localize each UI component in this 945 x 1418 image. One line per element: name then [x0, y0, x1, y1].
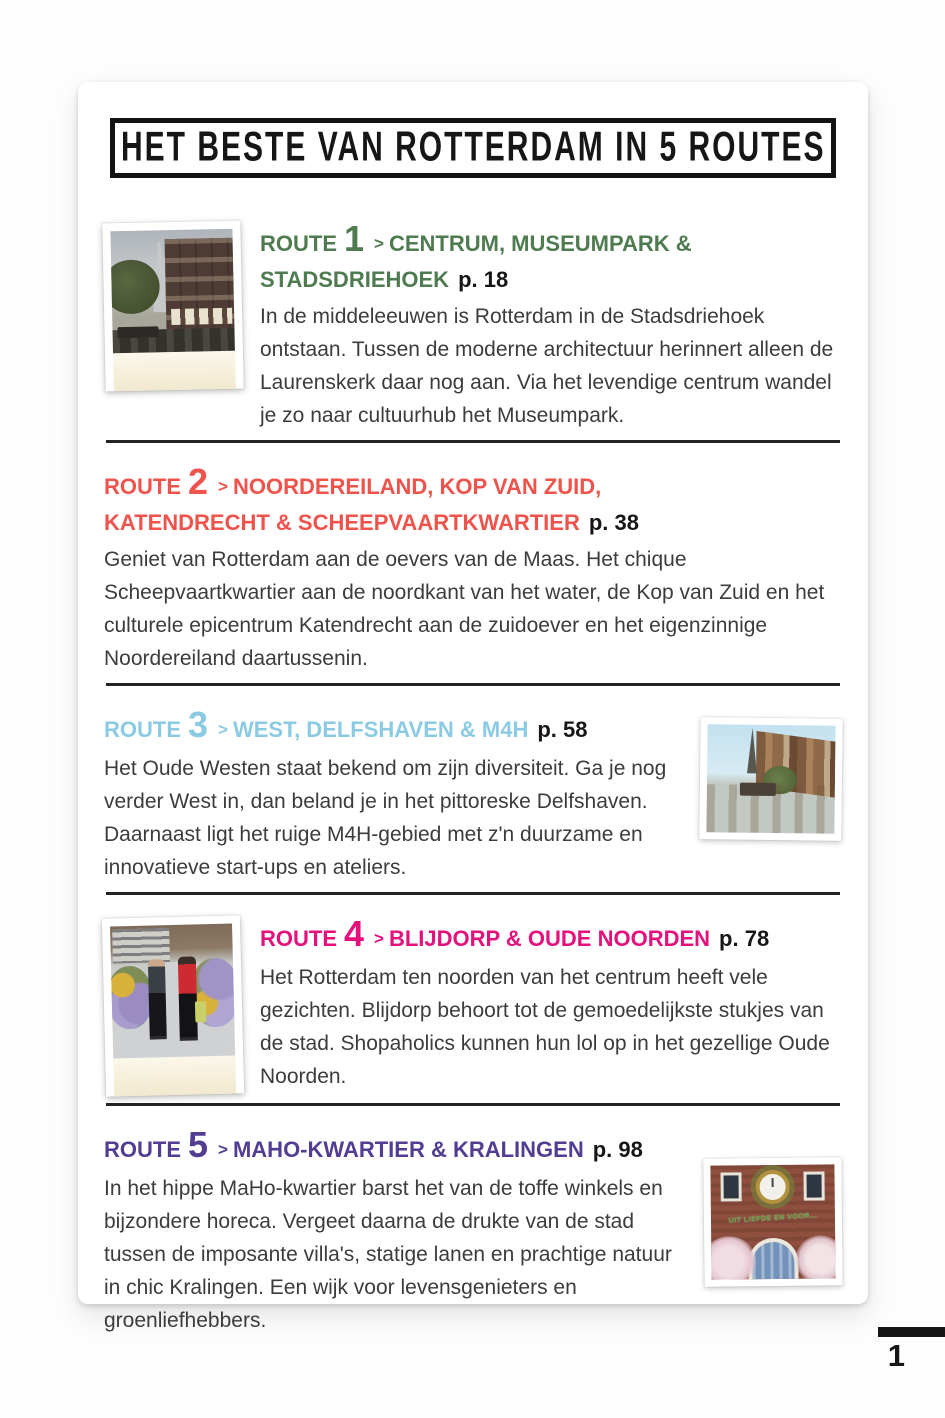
route-4-photo-column	[104, 917, 242, 1095]
boat-shape	[740, 783, 776, 796]
book-page-card	[78, 82, 868, 1332]
route-page-ref: p. 58	[537, 717, 588, 742]
photo-scene-brick-facade	[710, 1164, 835, 1279]
photo-scene-delfshaven	[706, 724, 835, 834]
route-3-photo	[699, 717, 842, 841]
route-number: 1	[344, 218, 365, 259]
chevron-separator: >	[374, 234, 384, 253]
walking-person-shape	[147, 960, 166, 1040]
polaroid-bottom-strip	[113, 351, 236, 392]
route-4-content	[260, 913, 842, 1093]
route-label: ROUTE	[260, 926, 337, 951]
route-destination: CENTRUM, MUSEUMPARK & STADSDRIEHOEK	[260, 231, 692, 292]
route-1-section	[104, 218, 842, 432]
lit-windows-shape	[171, 308, 232, 325]
page-number: 1	[887, 1338, 905, 1373]
route-1-content	[260, 218, 842, 432]
walking-person-red-shape	[178, 956, 198, 1041]
route-page-ref: p. 78	[719, 926, 770, 951]
route-number: 5	[188, 1124, 209, 1165]
route-4-description: Het Rotterdam ten noorden van het centrum heeft vele gezichten. Blijdorp behoort tot de gemoedelijkste stukjes van de stad. Shopaholics kunnen hun lol op in het gezellige Oude Noorden.	[260, 966, 830, 1088]
page-title: HET BESTE VAN ROTTERDAM IN 5 ROUTES	[121, 124, 826, 171]
route-page-ref: p. 18	[458, 267, 509, 292]
route-3-photo-column	[700, 718, 842, 840]
route-5-heading	[104, 1124, 686, 1169]
section-divider	[106, 440, 840, 443]
route-5-section	[104, 1124, 842, 1337]
sign-board-shape	[113, 928, 170, 964]
route-4-heading	[260, 913, 842, 958]
route-4-photo	[102, 915, 244, 1096]
route-destination: WEST, DELFSHAVEN & M4H	[232, 717, 529, 742]
facade-lettering: UIT LIEFDE EN VOOR...	[728, 1212, 818, 1225]
route-page-ref: p. 98	[592, 1137, 643, 1162]
photo-scene-erasmus-bridge	[110, 229, 235, 354]
route-4-section	[104, 913, 842, 1095]
route-5-photo-column	[704, 1158, 842, 1286]
polaroid-bottom-strip	[113, 1055, 236, 1096]
route-1-photo	[102, 221, 243, 392]
photo-scene-flower-walk	[110, 924, 235, 1059]
route-3-content	[104, 704, 682, 884]
route-number: 3	[188, 704, 209, 745]
chevron-separator: >	[218, 1140, 228, 1159]
route-5-description: In het hippe MaHo-kwartier barst het van de toffe winkels en bijzondere horeca. Vergeet daarna de drukte van de stad tussen de imposante villa's, statige lanen en prachtige natuur in chic Kralingen. Een wijk voor levensgenieters en groenliefhebbers.	[104, 1177, 672, 1332]
route-2-description: Geniet van Rotterdam aan de oevers van de Maas. Het chique Scheepvaartkwartier aan de noordkant van het water, de Kop van Zuid en het culturele epicentrum Katendrecht aan de zuidoever en het eigenzinnige Noordereiland daartussenin.	[104, 548, 825, 670]
chevron-separator: >	[218, 720, 228, 739]
route-number: 4	[344, 913, 365, 954]
route-destination: MAHO-KWARTIER & KRALINGEN	[232, 1137, 584, 1162]
chevron-separator: >	[374, 929, 384, 948]
section-divider	[106, 892, 840, 895]
route-2-content	[104, 461, 842, 675]
route-3-heading	[104, 704, 682, 749]
page-number-bar	[878, 1327, 945, 1337]
route-number: 2	[188, 461, 209, 502]
blossom-shape	[795, 1235, 835, 1280]
route-5-content	[104, 1124, 686, 1337]
route-label: ROUTE	[104, 1137, 181, 1162]
boat-shape	[117, 327, 159, 339]
route-5-photo	[703, 1157, 842, 1286]
section-divider	[106, 1103, 840, 1106]
chevron-separator: >	[218, 477, 228, 496]
shopping-bag-shape	[195, 1001, 206, 1022]
route-label: ROUTE	[104, 474, 181, 499]
route-3-description: Het Oude Westen staat bekend om zijn diversiteit. Ga je nog verder West in, dan beland je in het pittoreske Delfshaven. Daarnaast ligt het ruige M4H-gebied met z'n duurzame en innovatieve start-ups en ateliers.	[104, 757, 667, 879]
route-3-section	[104, 704, 842, 884]
blossom-shape	[710, 1236, 756, 1280]
route-1-description: In de middeleeuwen is Rotterdam in de Stadsdriehoek ontstaan. Tussen de moderne architectuur herinnert alleen de Laurenskerk daar nog aan. Via het levendige centrum wandel je zo naar cultuurhub het Museumpark.	[260, 305, 834, 427]
route-1-photo-column	[104, 222, 242, 390]
page-title-box	[110, 118, 836, 178]
route-1-heading	[260, 218, 760, 297]
facade-clock-shape	[755, 1169, 789, 1203]
tree-shape	[110, 260, 159, 315]
route-page-ref: p. 38	[588, 510, 639, 535]
route-2-section	[104, 461, 842, 675]
route-label: ROUTE	[260, 231, 337, 256]
window-shape	[803, 1171, 824, 1201]
route-destination: BLIJDORP & OUDE NOORDEN	[388, 926, 711, 951]
route-label: ROUTE	[104, 717, 181, 742]
section-divider	[106, 683, 840, 686]
route-2-heading	[104, 461, 704, 540]
route-destination: NOORDEREILAND, KOP VAN ZUID, KATENDRECHT & SCHEEPVAARTKWARTIER	[104, 474, 602, 535]
window-shape	[720, 1172, 741, 1202]
